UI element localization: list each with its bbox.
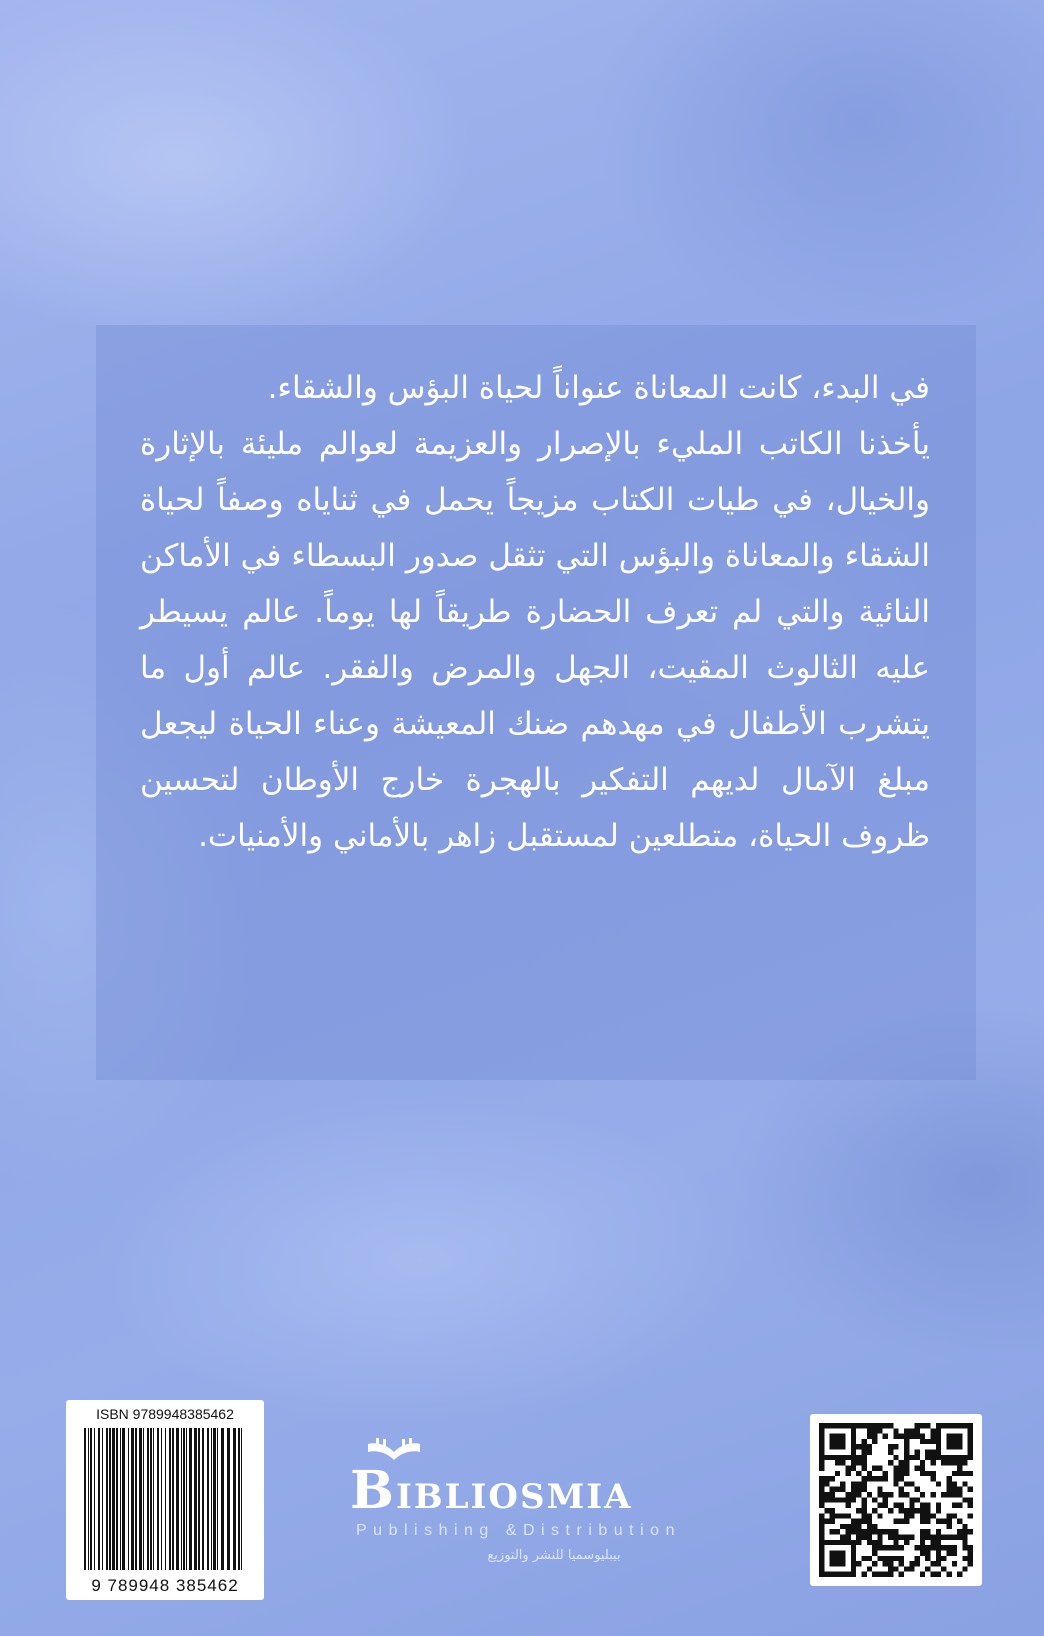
barcode-bars	[82, 1428, 248, 1570]
publisher-logo	[350, 1438, 750, 1563]
qr-code	[810, 1414, 982, 1586]
isbn-barcode	[66, 1400, 264, 1600]
blurb-paragraph-1: في البدء، كانت المعاناة عنواناً لحياة البؤس والشقاء.	[267, 370, 930, 406]
publisher-name-rest: IBLIOSMIA	[395, 1477, 633, 1517]
qr-code-icon	[819, 1423, 973, 1577]
publisher-initial: B	[350, 1460, 396, 1521]
publisher-name	[350, 1460, 633, 1521]
publisher-tagline: Publishing &Distribution	[356, 1522, 681, 1539]
publisher-arabic-tagline: بيبليوسميا للنشر والتوزيع	[487, 1548, 621, 1563]
blurb-paragraph-2: يأخذنا الكاتب المليء بالإصرار والعزيمة لعوالم مليئة بالإثارة والخيال، في طيات الكتاب مزيجاً يحمل في ثناياه وصفاً لحياة الشقاء والمعاناة والبؤس التي تثقل صدور البسطاء في الأماكن النائية والتي لم تعرف الحضارة طريقاً لها يوماً. عالم يسيطر عليه الثالوث المقيت، الجهل والمرض والفقر. عالم أول ما يتشرب الأطفال في مهدهم ضنك المعيشة وعناء الحياة ليجعل مبلغ الآمال لديهم التفكير بالهجرة خارج الأوطان لتحسين ظروف الحياة، متطلعين لمستقبل زاهر بالأماني والأمنيات.	[140, 426, 930, 854]
isbn-label: ISBN 9789948385462	[96, 1406, 234, 1422]
barcode-digits: 9 789948 385462	[91, 1576, 239, 1595]
blurb-text	[140, 360, 930, 864]
